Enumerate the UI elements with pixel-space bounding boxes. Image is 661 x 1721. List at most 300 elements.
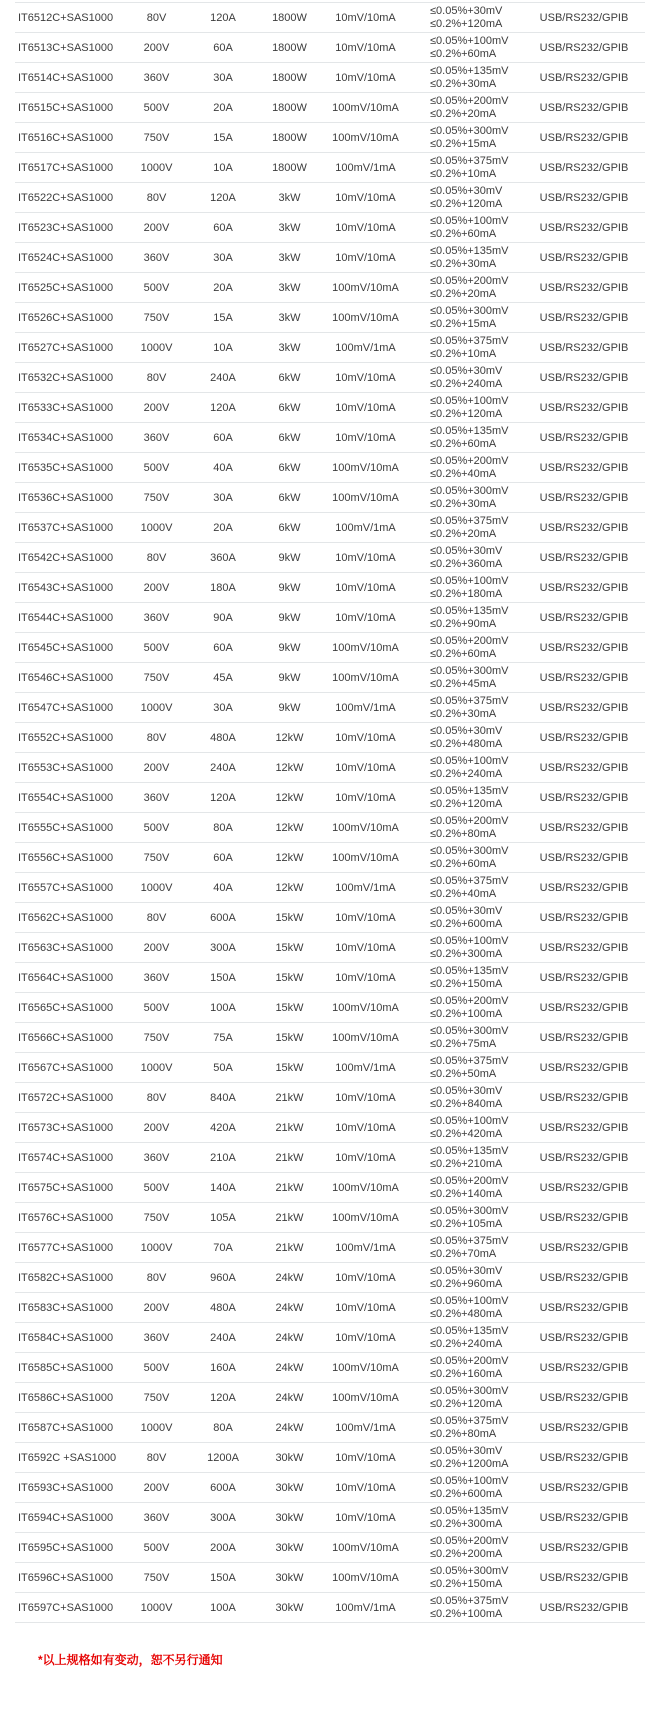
accuracy-voltage-line: ≤0.05%+100mV [430, 1114, 509, 1127]
interface-cell: USB/RS232/GPIB [539, 881, 629, 894]
accuracy-cell [415, 995, 523, 1021]
accuracy-cell [415, 1325, 523, 1351]
accuracy-voltage-line: ≤0.05%+30mV [430, 364, 503, 377]
accuracy-current-line: ≤0.2%+240mA [430, 767, 503, 780]
power-cell: 1800W [272, 161, 307, 174]
accuracy-voltage-line: ≤0.05%+375mV [430, 1594, 509, 1607]
resolution-cell: 100mV/10mA [332, 1361, 399, 1374]
power-cell: 9kW [278, 701, 301, 714]
table-row [15, 1353, 645, 1383]
accuracy-current-line: ≤0.2%+90mA [430, 617, 497, 630]
resolution-cell: 10mV/10mA [335, 41, 396, 54]
current-cell: 80A [213, 821, 233, 834]
interface-cell: USB/RS232/GPIB [539, 1541, 629, 1554]
accuracy-cell [415, 605, 523, 631]
interface-cell: USB/RS232/GPIB [539, 911, 629, 924]
model-cell: IT6596C+SAS1000 [18, 1571, 114, 1584]
accuracy-cell [415, 5, 523, 31]
accuracy-cell [415, 785, 523, 811]
interface-cell: USB/RS232/GPIB [539, 101, 629, 114]
accuracy-cell [415, 545, 523, 571]
model-cell: IT6524C+SAS1000 [18, 251, 114, 264]
table-row [15, 393, 645, 423]
current-cell: 60A [213, 221, 233, 234]
power-cell: 6kW [278, 461, 301, 474]
power-cell: 6kW [278, 521, 301, 534]
model-cell: IT6546C+SAS1000 [18, 671, 114, 684]
resolution-cell: 100mV/10mA [332, 1031, 399, 1044]
accuracy-voltage-line: ≤0.05%+375mV [430, 694, 509, 707]
accuracy-cell [415, 1055, 523, 1081]
current-cell: 600A [210, 1481, 236, 1494]
interface-cell: USB/RS232/GPIB [539, 971, 629, 984]
accuracy-voltage-line: ≤0.05%+300mV [430, 1564, 509, 1577]
model-cell: IT6595C+SAS1000 [18, 1541, 114, 1554]
voltage-cell: 750V [143, 1571, 170, 1584]
accuracy-voltage-line: ≤0.05%+135mV [430, 1504, 509, 1517]
accuracy-voltage-line: ≤0.05%+135mV [430, 244, 509, 257]
accuracy-cell [415, 755, 523, 781]
interface-cell: USB/RS232/GPIB [539, 161, 629, 174]
voltage-cell: 80V [146, 731, 167, 744]
interface-cell: USB/RS232/GPIB [539, 251, 629, 264]
model-cell: IT6565C+SAS1000 [18, 1001, 114, 1014]
accuracy-cell [415, 1115, 523, 1141]
table-row [15, 783, 645, 813]
power-cell: 24kW [275, 1331, 304, 1344]
current-cell: 240A [210, 371, 236, 384]
current-cell: 210A [210, 1151, 236, 1164]
interface-cell: USB/RS232/GPIB [539, 701, 629, 714]
power-cell: 12kW [275, 791, 304, 804]
model-cell: IT6577C+SAS1000 [18, 1241, 114, 1254]
table-row [15, 1143, 645, 1173]
accuracy-cell [415, 815, 523, 841]
accuracy-cell [415, 905, 523, 931]
accuracy-voltage-line: ≤0.05%+375mV [430, 1054, 509, 1067]
resolution-cell: 100mV/10mA [332, 131, 399, 144]
accuracy-voltage-line: ≤0.05%+100mV [430, 934, 509, 947]
resolution-cell: 10mV/10mA [335, 1151, 396, 1164]
table-row [15, 1173, 645, 1203]
power-cell: 9kW [278, 641, 301, 654]
accuracy-current-line: ≤0.2%+60mA [430, 647, 497, 660]
resolution-cell: 100mV/10mA [332, 1211, 399, 1224]
table-row [15, 1083, 645, 1113]
current-cell: 120A [210, 191, 236, 204]
accuracy-voltage-line: ≤0.05%+30mV [430, 1084, 503, 1097]
accuracy-cell [415, 1565, 523, 1591]
interface-cell: USB/RS232/GPIB [539, 1421, 629, 1434]
accuracy-current-line: ≤0.2%+420mA [430, 1127, 503, 1140]
voltage-cell: 80V [146, 191, 167, 204]
accuracy-voltage-line: ≤0.05%+135mV [430, 64, 509, 77]
current-cell: 420A [210, 1121, 236, 1134]
voltage-cell: 200V [143, 761, 170, 774]
table-row [15, 273, 645, 303]
power-cell: 6kW [278, 371, 301, 384]
current-cell: 50A [213, 1061, 233, 1074]
voltage-cell: 750V [143, 671, 170, 684]
interface-cell: USB/RS232/GPIB [539, 611, 629, 624]
power-cell: 1800W [272, 131, 307, 144]
power-cell: 6kW [278, 431, 301, 444]
accuracy-current-line: ≤0.2%+120mA [430, 407, 503, 420]
table-row [15, 963, 645, 993]
voltage-cell: 200V [143, 401, 170, 414]
accuracy-cell [415, 1595, 523, 1621]
current-cell: 15A [213, 311, 233, 324]
accuracy-voltage-line: ≤0.05%+135mV [430, 604, 509, 617]
resolution-cell: 10mV/10mA [335, 431, 396, 444]
power-cell: 1800W [272, 101, 307, 114]
current-cell: 840A [210, 1091, 236, 1104]
accuracy-current-line: ≤0.2%+30mA [430, 77, 497, 90]
power-cell: 6kW [278, 491, 301, 504]
accuracy-voltage-line: ≤0.05%+100mV [430, 574, 509, 587]
accuracy-cell [415, 845, 523, 871]
model-cell: IT6582C+SAS1000 [18, 1271, 114, 1284]
model-cell: IT6545C+SAS1000 [18, 641, 114, 654]
accuracy-current-line: ≤0.2%+480mA [430, 737, 503, 750]
current-cell: 40A [213, 461, 233, 474]
resolution-cell: 10mV/10mA [335, 971, 396, 984]
model-cell: IT6554C+SAS1000 [18, 791, 114, 804]
resolution-cell: 100mV/10mA [332, 491, 399, 504]
accuracy-current-line: ≤0.2%+840mA [430, 1097, 503, 1110]
table-row [15, 303, 645, 333]
model-cell: IT6583C+SAS1000 [18, 1301, 114, 1314]
voltage-cell: 500V [143, 821, 170, 834]
accuracy-current-line: ≤0.2%+30mA [430, 257, 497, 270]
table-row [15, 933, 645, 963]
table-row [15, 993, 645, 1023]
resolution-cell: 100mV/1mA [335, 161, 396, 174]
accuracy-current-line: ≤0.2%+480mA [430, 1307, 503, 1320]
voltage-cell: 500V [143, 461, 170, 474]
accuracy-current-line: ≤0.2%+75mA [430, 1037, 497, 1050]
power-cell: 30kW [275, 1541, 304, 1554]
resolution-cell: 10mV/10mA [335, 1121, 396, 1134]
current-cell: 40A [213, 881, 233, 894]
interface-cell: USB/RS232/GPIB [539, 131, 629, 144]
accuracy-voltage-line: ≤0.05%+30mV [430, 4, 503, 17]
voltage-cell: 750V [143, 1031, 170, 1044]
accuracy-cell [415, 1475, 523, 1501]
voltage-cell: 500V [143, 1361, 170, 1374]
resolution-cell: 100mV/10mA [332, 1571, 399, 1584]
table-row [15, 753, 645, 783]
accuracy-current-line: ≤0.2%+160mA [430, 1367, 503, 1380]
accuracy-voltage-line: ≤0.05%+300mV [430, 484, 509, 497]
interface-cell: USB/RS232/GPIB [539, 581, 629, 594]
power-cell: 30kW [275, 1511, 304, 1524]
resolution-cell: 100mV/10mA [332, 311, 399, 324]
interface-cell: USB/RS232/GPIB [539, 1151, 629, 1164]
accuracy-cell [415, 215, 523, 241]
current-cell: 15A [213, 131, 233, 144]
resolution-cell: 10mV/10mA [335, 611, 396, 624]
accuracy-voltage-line: ≤0.05%+100mV [430, 214, 509, 227]
accuracy-cell [415, 1025, 523, 1051]
voltage-cell: 200V [143, 221, 170, 234]
table-row [15, 603, 645, 633]
table-row [15, 1383, 645, 1413]
table-row [15, 633, 645, 663]
accuracy-cell [415, 425, 523, 451]
current-cell: 150A [210, 1571, 236, 1584]
accuracy-voltage-line: ≤0.05%+100mV [430, 1294, 509, 1307]
interface-cell: USB/RS232/GPIB [539, 641, 629, 654]
current-cell: 200A [210, 1541, 236, 1554]
model-cell: IT6513C+SAS1000 [18, 41, 114, 54]
accuracy-current-line: ≤0.2%+1200mA [430, 1457, 509, 1470]
model-cell: IT6566C+SAS1000 [18, 1031, 114, 1044]
accuracy-voltage-line: ≤0.05%+30mV [430, 724, 503, 737]
resolution-cell: 100mV/1mA [335, 701, 396, 714]
power-cell: 1800W [272, 11, 307, 24]
power-cell: 24kW [275, 1421, 304, 1434]
current-cell: 10A [213, 161, 233, 174]
accuracy-voltage-line: ≤0.05%+300mV [430, 1204, 509, 1217]
accuracy-cell [415, 1205, 523, 1231]
accuracy-cell [415, 275, 523, 301]
model-cell: IT6564C+SAS1000 [18, 971, 114, 984]
resolution-cell: 10mV/10mA [335, 1301, 396, 1314]
accuracy-voltage-line: ≤0.05%+300mV [430, 124, 509, 137]
accuracy-current-line: ≤0.2%+120mA [430, 1397, 503, 1410]
accuracy-cell [415, 335, 523, 361]
voltage-cell: 200V [143, 581, 170, 594]
model-cell: IT6547C+SAS1000 [18, 701, 114, 714]
accuracy-voltage-line: ≤0.05%+135mV [430, 1324, 509, 1337]
model-cell: IT6573C+SAS1000 [18, 1121, 114, 1134]
accuracy-current-line: ≤0.2%+30mA [430, 497, 497, 510]
current-cell: 60A [213, 431, 233, 444]
model-cell: IT6592C +SAS1000 [18, 1451, 117, 1464]
power-cell: 9kW [278, 611, 301, 624]
interface-cell: USB/RS232/GPIB [539, 1181, 629, 1194]
power-cell: 3kW [278, 311, 301, 324]
voltage-cell: 360V [143, 611, 170, 624]
voltage-cell: 200V [143, 1121, 170, 1134]
resolution-cell: 100mV/10mA [332, 461, 399, 474]
accuracy-voltage-line: ≤0.05%+300mV [430, 304, 509, 317]
model-cell: IT6525C+SAS1000 [18, 281, 114, 294]
current-cell: 20A [213, 101, 233, 114]
accuracy-current-line: ≤0.2%+300mA [430, 947, 503, 960]
model-cell: IT6562C+SAS1000 [18, 911, 114, 924]
accuracy-cell [415, 1445, 523, 1471]
power-cell: 3kW [278, 251, 301, 264]
voltage-cell: 200V [143, 941, 170, 954]
accuracy-cell [415, 395, 523, 421]
table-row [15, 33, 645, 63]
current-cell: 960A [210, 1271, 236, 1284]
interface-cell: USB/RS232/GPIB [539, 731, 629, 744]
accuracy-voltage-line: ≤0.05%+200mV [430, 994, 509, 1007]
current-cell: 10A [213, 341, 233, 354]
current-cell: 100A [210, 1601, 236, 1614]
table-row [15, 1053, 645, 1083]
accuracy-voltage-line: ≤0.05%+300mV [430, 844, 509, 857]
interface-cell: USB/RS232/GPIB [539, 1091, 629, 1104]
voltage-cell: 500V [143, 101, 170, 114]
accuracy-cell [415, 125, 523, 151]
interface-cell: USB/RS232/GPIB [539, 1331, 629, 1344]
table-row [15, 573, 645, 603]
table-row [15, 513, 645, 543]
interface-cell: USB/RS232/GPIB [539, 41, 629, 54]
power-cell: 6kW [278, 401, 301, 414]
voltage-cell: 750V [143, 851, 170, 864]
resolution-cell: 10mV/10mA [335, 1091, 396, 1104]
power-cell: 15kW [275, 1061, 304, 1074]
accuracy-voltage-line: ≤0.05%+100mV [430, 34, 509, 47]
table-row [15, 1533, 645, 1563]
table-row [15, 693, 645, 723]
resolution-cell: 10mV/10mA [335, 191, 396, 204]
voltage-cell: 200V [143, 1301, 170, 1314]
power-cell: 3kW [278, 221, 301, 234]
accuracy-current-line: ≤0.2%+150mA [430, 977, 503, 990]
voltage-cell: 360V [143, 251, 170, 264]
accuracy-cell [415, 1085, 523, 1111]
interface-cell: USB/RS232/GPIB [539, 431, 629, 444]
interface-cell: USB/RS232/GPIB [539, 491, 629, 504]
power-cell: 1800W [272, 71, 307, 84]
accuracy-current-line: ≤0.2%+15mA [430, 317, 497, 330]
power-cell: 30kW [275, 1601, 304, 1614]
interface-cell: USB/RS232/GPIB [539, 311, 629, 324]
model-cell: IT6534C+SAS1000 [18, 431, 114, 444]
voltage-cell: 360V [143, 431, 170, 444]
voltage-cell: 1000V [140, 521, 173, 534]
accuracy-current-line: ≤0.2%+150mA [430, 1577, 503, 1590]
table-row [15, 843, 645, 873]
accuracy-cell [415, 635, 523, 661]
accuracy-cell [415, 1535, 523, 1561]
model-cell: IT6544C+SAS1000 [18, 611, 114, 624]
model-cell: IT6576C+SAS1000 [18, 1211, 114, 1224]
accuracy-cell [415, 875, 523, 901]
interface-cell: USB/RS232/GPIB [539, 1031, 629, 1044]
interface-cell: USB/RS232/GPIB [539, 851, 629, 864]
model-cell: IT6567C+SAS1000 [18, 1061, 114, 1074]
resolution-cell: 10mV/10mA [335, 1331, 396, 1344]
current-cell: 600A [210, 911, 236, 924]
current-cell: 120A [210, 401, 236, 414]
table-row [15, 423, 645, 453]
voltage-cell: 360V [143, 971, 170, 984]
power-cell: 12kW [275, 761, 304, 774]
resolution-cell: 10mV/10mA [335, 551, 396, 564]
accuracy-cell [415, 455, 523, 481]
accuracy-cell [415, 1175, 523, 1201]
accuracy-cell [415, 965, 523, 991]
interface-cell: USB/RS232/GPIB [539, 281, 629, 294]
table-row [15, 723, 645, 753]
resolution-cell: 10mV/10mA [335, 941, 396, 954]
table-row [15, 1293, 645, 1323]
table-row [15, 213, 645, 243]
interface-cell: USB/RS232/GPIB [539, 371, 629, 384]
accuracy-current-line: ≤0.2%+45mA [430, 677, 497, 690]
interface-cell: USB/RS232/GPIB [539, 1301, 629, 1314]
accuracy-cell [415, 485, 523, 511]
resolution-cell: 100mV/10mA [332, 851, 399, 864]
accuracy-cell [415, 665, 523, 691]
accuracy-voltage-line: ≤0.05%+200mV [430, 454, 509, 467]
resolution-cell: 100mV/10mA [332, 281, 399, 294]
current-cell: 70A [213, 1241, 233, 1254]
current-cell: 60A [213, 41, 233, 54]
power-cell: 9kW [278, 671, 301, 684]
voltage-cell: 1000V [140, 1061, 173, 1074]
resolution-cell: 10mV/10mA [335, 911, 396, 924]
model-cell: IT6593C+SAS1000 [18, 1481, 114, 1494]
interface-cell: USB/RS232/GPIB [539, 1601, 629, 1614]
accuracy-cell [415, 1415, 523, 1441]
table-row [15, 3, 645, 33]
voltage-cell: 360V [143, 1331, 170, 1344]
accuracy-cell [415, 1145, 523, 1171]
accuracy-voltage-line: ≤0.05%+135mV [430, 424, 509, 437]
voltage-cell: 80V [146, 371, 167, 384]
accuracy-current-line: ≤0.2%+80mA [430, 1427, 497, 1440]
accuracy-current-line: ≤0.2%+60mA [430, 437, 497, 450]
accuracy-current-line: ≤0.2%+70mA [430, 1247, 497, 1260]
voltage-cell: 360V [143, 1151, 170, 1164]
accuracy-voltage-line: ≤0.05%+375mV [430, 334, 509, 347]
model-cell: IT6574C+SAS1000 [18, 1151, 114, 1164]
accuracy-current-line: ≤0.2%+20mA [430, 107, 497, 120]
accuracy-voltage-line: ≤0.05%+30mV [430, 544, 503, 557]
voltage-cell: 500V [143, 1181, 170, 1194]
accuracy-voltage-line: ≤0.05%+375mV [430, 514, 509, 527]
current-cell: 60A [213, 641, 233, 654]
table-row [15, 123, 645, 153]
voltage-cell: 80V [146, 551, 167, 564]
power-cell: 12kW [275, 731, 304, 744]
table-row [15, 543, 645, 573]
voltage-cell: 80V [146, 11, 167, 24]
interface-cell: USB/RS232/GPIB [539, 671, 629, 684]
voltage-cell: 500V [143, 641, 170, 654]
table-row [15, 183, 645, 213]
power-cell: 21kW [275, 1241, 304, 1254]
resolution-cell: 100mV/1mA [335, 1421, 396, 1434]
resolution-cell: 100mV/1mA [335, 1601, 396, 1614]
accuracy-cell [415, 1295, 523, 1321]
interface-cell: USB/RS232/GPIB [539, 1511, 629, 1524]
current-cell: 30A [213, 251, 233, 264]
accuracy-current-line: ≤0.2%+20mA [430, 527, 497, 540]
accuracy-voltage-line: ≤0.05%+100mV [430, 1474, 509, 1487]
current-cell: 80A [213, 1421, 233, 1434]
accuracy-voltage-line: ≤0.05%+135mV [430, 964, 509, 977]
power-cell: 21kW [275, 1151, 304, 1164]
accuracy-cell [415, 575, 523, 601]
power-cell: 1800W [272, 41, 307, 54]
model-cell: IT6523C+SAS1000 [18, 221, 114, 234]
accuracy-voltage-line: ≤0.05%+375mV [430, 154, 509, 167]
spec-table [15, 2, 645, 1623]
voltage-cell: 1000V [140, 881, 173, 894]
current-cell: 180A [210, 581, 236, 594]
model-cell: IT6594C+SAS1000 [18, 1511, 114, 1524]
model-cell: IT6526C+SAS1000 [18, 311, 114, 324]
